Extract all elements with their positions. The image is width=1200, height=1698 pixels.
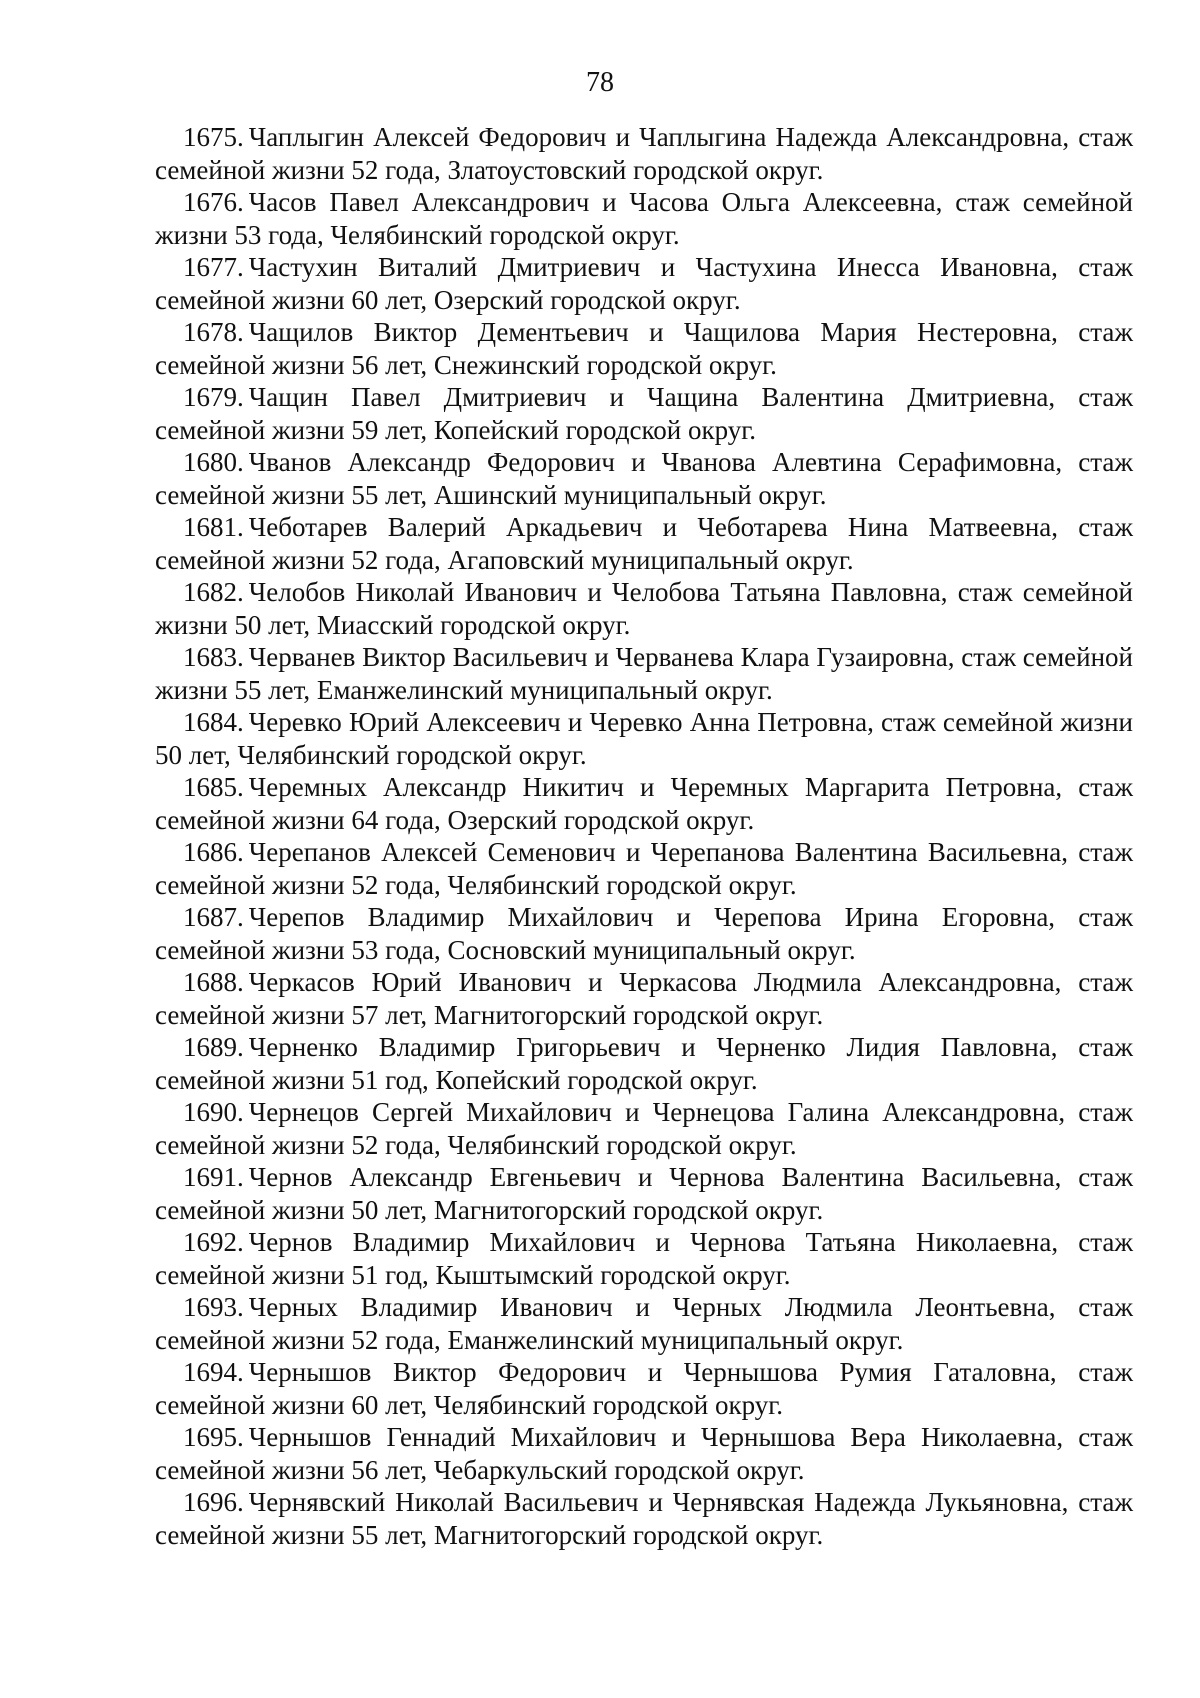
entry-number: 1676. — [183, 187, 244, 217]
entry-number: 1690. — [183, 1097, 244, 1127]
entry-text: Черных Владимир Иванович и Черных Людмила Леонтьевна, стаж семейной жизни 52 года, Еманжелинский муниципальный округ. — [155, 1292, 1133, 1355]
entry-number: 1682. — [183, 577, 244, 607]
list-item — [155, 1096, 1133, 1161]
entry-text: Чванов Александр Федорович и Чванова Алевтина Серафимовна, стаж семейной жизни 55 лет, Ашинский муниципальный округ. — [155, 447, 1133, 510]
list-item — [155, 1421, 1133, 1486]
entry-number: 1686. — [183, 837, 244, 867]
entry-text: Чащилов Виктор Дементьевич и Чащилова Мария Нестеровна, стаж семейной жизни 56 лет, Снежинский городской округ. — [155, 317, 1133, 380]
entry-text: Челобов Николай Иванович и Челобова Татьяна Павловна, стаж семейной жизни 50 лет, Миасский городской округ. — [155, 577, 1133, 640]
list-item — [155, 381, 1133, 446]
entry-number: 1687. — [183, 902, 244, 932]
list-item — [155, 641, 1133, 706]
list-item — [155, 576, 1133, 641]
entry-text: Чащин Павел Дмитриевич и Чащина Валентина Дмитриевна, стаж семейной жизни 59 лет, Копейский городской округ. — [155, 382, 1133, 445]
entry-text: Чернышов Виктор Федорович и Чернышова Румия Гаталовна, стаж семейной жизни 60 лет, Челябинский городской округ. — [155, 1357, 1133, 1420]
list-item — [155, 1291, 1133, 1356]
entry-number: 1689. — [183, 1032, 244, 1062]
list-item — [155, 966, 1133, 1031]
entry-list — [155, 121, 1133, 1551]
list-item — [155, 186, 1133, 251]
entry-text: Чернов Владимир Михайлович и Чернова Татьяна Николаевна, стаж семейной жизни 51 год, Кыштымский городской округ. — [155, 1227, 1133, 1290]
entry-number: 1683. — [183, 642, 244, 672]
entry-number: 1696. — [183, 1487, 244, 1517]
list-item — [155, 1161, 1133, 1226]
entry-number: 1681. — [183, 512, 244, 542]
page-number: 78 — [586, 67, 614, 98]
entry-text: Чернецов Сергей Михайлович и Чернецова Галина Александровна, стаж семейной жизни 52 года, Челябинский городской округ. — [155, 1097, 1133, 1160]
entry-text: Черненко Владимир Григорьевич и Черненко Лидия Павловна, стаж семейной жизни 51 год, Копейский городской округ. — [155, 1032, 1133, 1095]
list-item — [155, 1486, 1133, 1551]
entry-number: 1693. — [183, 1292, 244, 1322]
entry-text: Чернявский Николай Васильевич и Чернявская Надежда Лукьяновна, стаж семейной жизни 55 лет, Магнитогорский городской округ. — [155, 1487, 1133, 1550]
entry-text: Часов Павел Александрович и Часова Ольга Алексеевна, стаж семейной жизни 53 года, Челябинский городской округ. — [155, 187, 1133, 250]
entry-number: 1679. — [183, 382, 244, 412]
entry-text: Черкасов Юрий Иванович и Черкасова Людмила Александровна, стаж семейной жизни 57 лет, Магнитогорский городской округ. — [155, 967, 1133, 1030]
entry-text: Черепанов Алексей Семенович и Черепанова Валентина Васильевна, стаж семейной жизни 52 года, Челябинский городской округ. — [155, 837, 1133, 900]
entry-number: 1691. — [183, 1162, 244, 1192]
list-item — [155, 1356, 1133, 1421]
entry-number: 1677. — [183, 252, 244, 282]
list-item — [155, 511, 1133, 576]
entry-number: 1685. — [183, 772, 244, 802]
entry-number: 1695. — [183, 1422, 244, 1452]
entry-number: 1675. — [183, 122, 244, 152]
entry-number: 1680. — [183, 447, 244, 477]
list-item — [155, 1031, 1133, 1096]
list-item — [155, 121, 1133, 186]
list-item — [155, 1226, 1133, 1291]
list-item — [155, 771, 1133, 836]
list-item — [155, 706, 1133, 771]
list-item — [155, 251, 1133, 316]
entry-text: Черванев Виктор Васильевич и Черванева Клара Гузаировна, стаж семейной жизни 55 лет, Еманжелинский муниципальный округ. — [155, 642, 1133, 705]
entry-number: 1684. — [183, 707, 244, 737]
list-item — [155, 901, 1133, 966]
entry-text: Чаплыгин Алексей Федорович и Чаплыгина Надежда Александровна, стаж семейной жизни 52 года, Златоустовский городской округ. — [155, 122, 1133, 185]
entry-text: Чернов Александр Евгеньевич и Чернова Валентина Васильевна, стаж семейной жизни 50 лет, Магнитогорский городской округ. — [155, 1162, 1133, 1225]
entry-text: Черепов Владимир Михайлович и Черепова Ирина Егоровна, стаж семейной жизни 53 года, Сосновский муниципальный округ. — [155, 902, 1133, 965]
entry-text: Черемных Александр Никитич и Черемных Маргарита Петровна, стаж семейной жизни 64 года, Озерский городской округ. — [155, 772, 1133, 835]
entry-number: 1692. — [183, 1227, 244, 1257]
entry-text: Частухин Виталий Дмитриевич и Частухина Инесса Ивановна, стаж семейной жизни 60 лет, Озерский городской округ. — [155, 252, 1133, 315]
entry-text: Чернышов Геннадий Михайлович и Чернышова Вера Николаевна, стаж семейной жизни 56 лет, Чебаркульский городской округ. — [155, 1422, 1133, 1485]
entry-number: 1678. — [183, 317, 244, 347]
entry-text: Чеботарев Валерий Аркадьевич и Чеботарева Нина Матвеевна, стаж семейной жизни 52 года, Агаповский муниципальный округ. — [155, 512, 1133, 575]
list-item — [155, 316, 1133, 381]
list-item — [155, 446, 1133, 511]
entry-number: 1694. — [183, 1357, 244, 1387]
list-item — [155, 836, 1133, 901]
entry-number: 1688. — [183, 967, 244, 997]
entry-text: Черевко Юрий Алексеевич и Черевко Анна Петровна, стаж семейной жизни 50 лет, Челябинский городской округ. — [155, 707, 1133, 770]
